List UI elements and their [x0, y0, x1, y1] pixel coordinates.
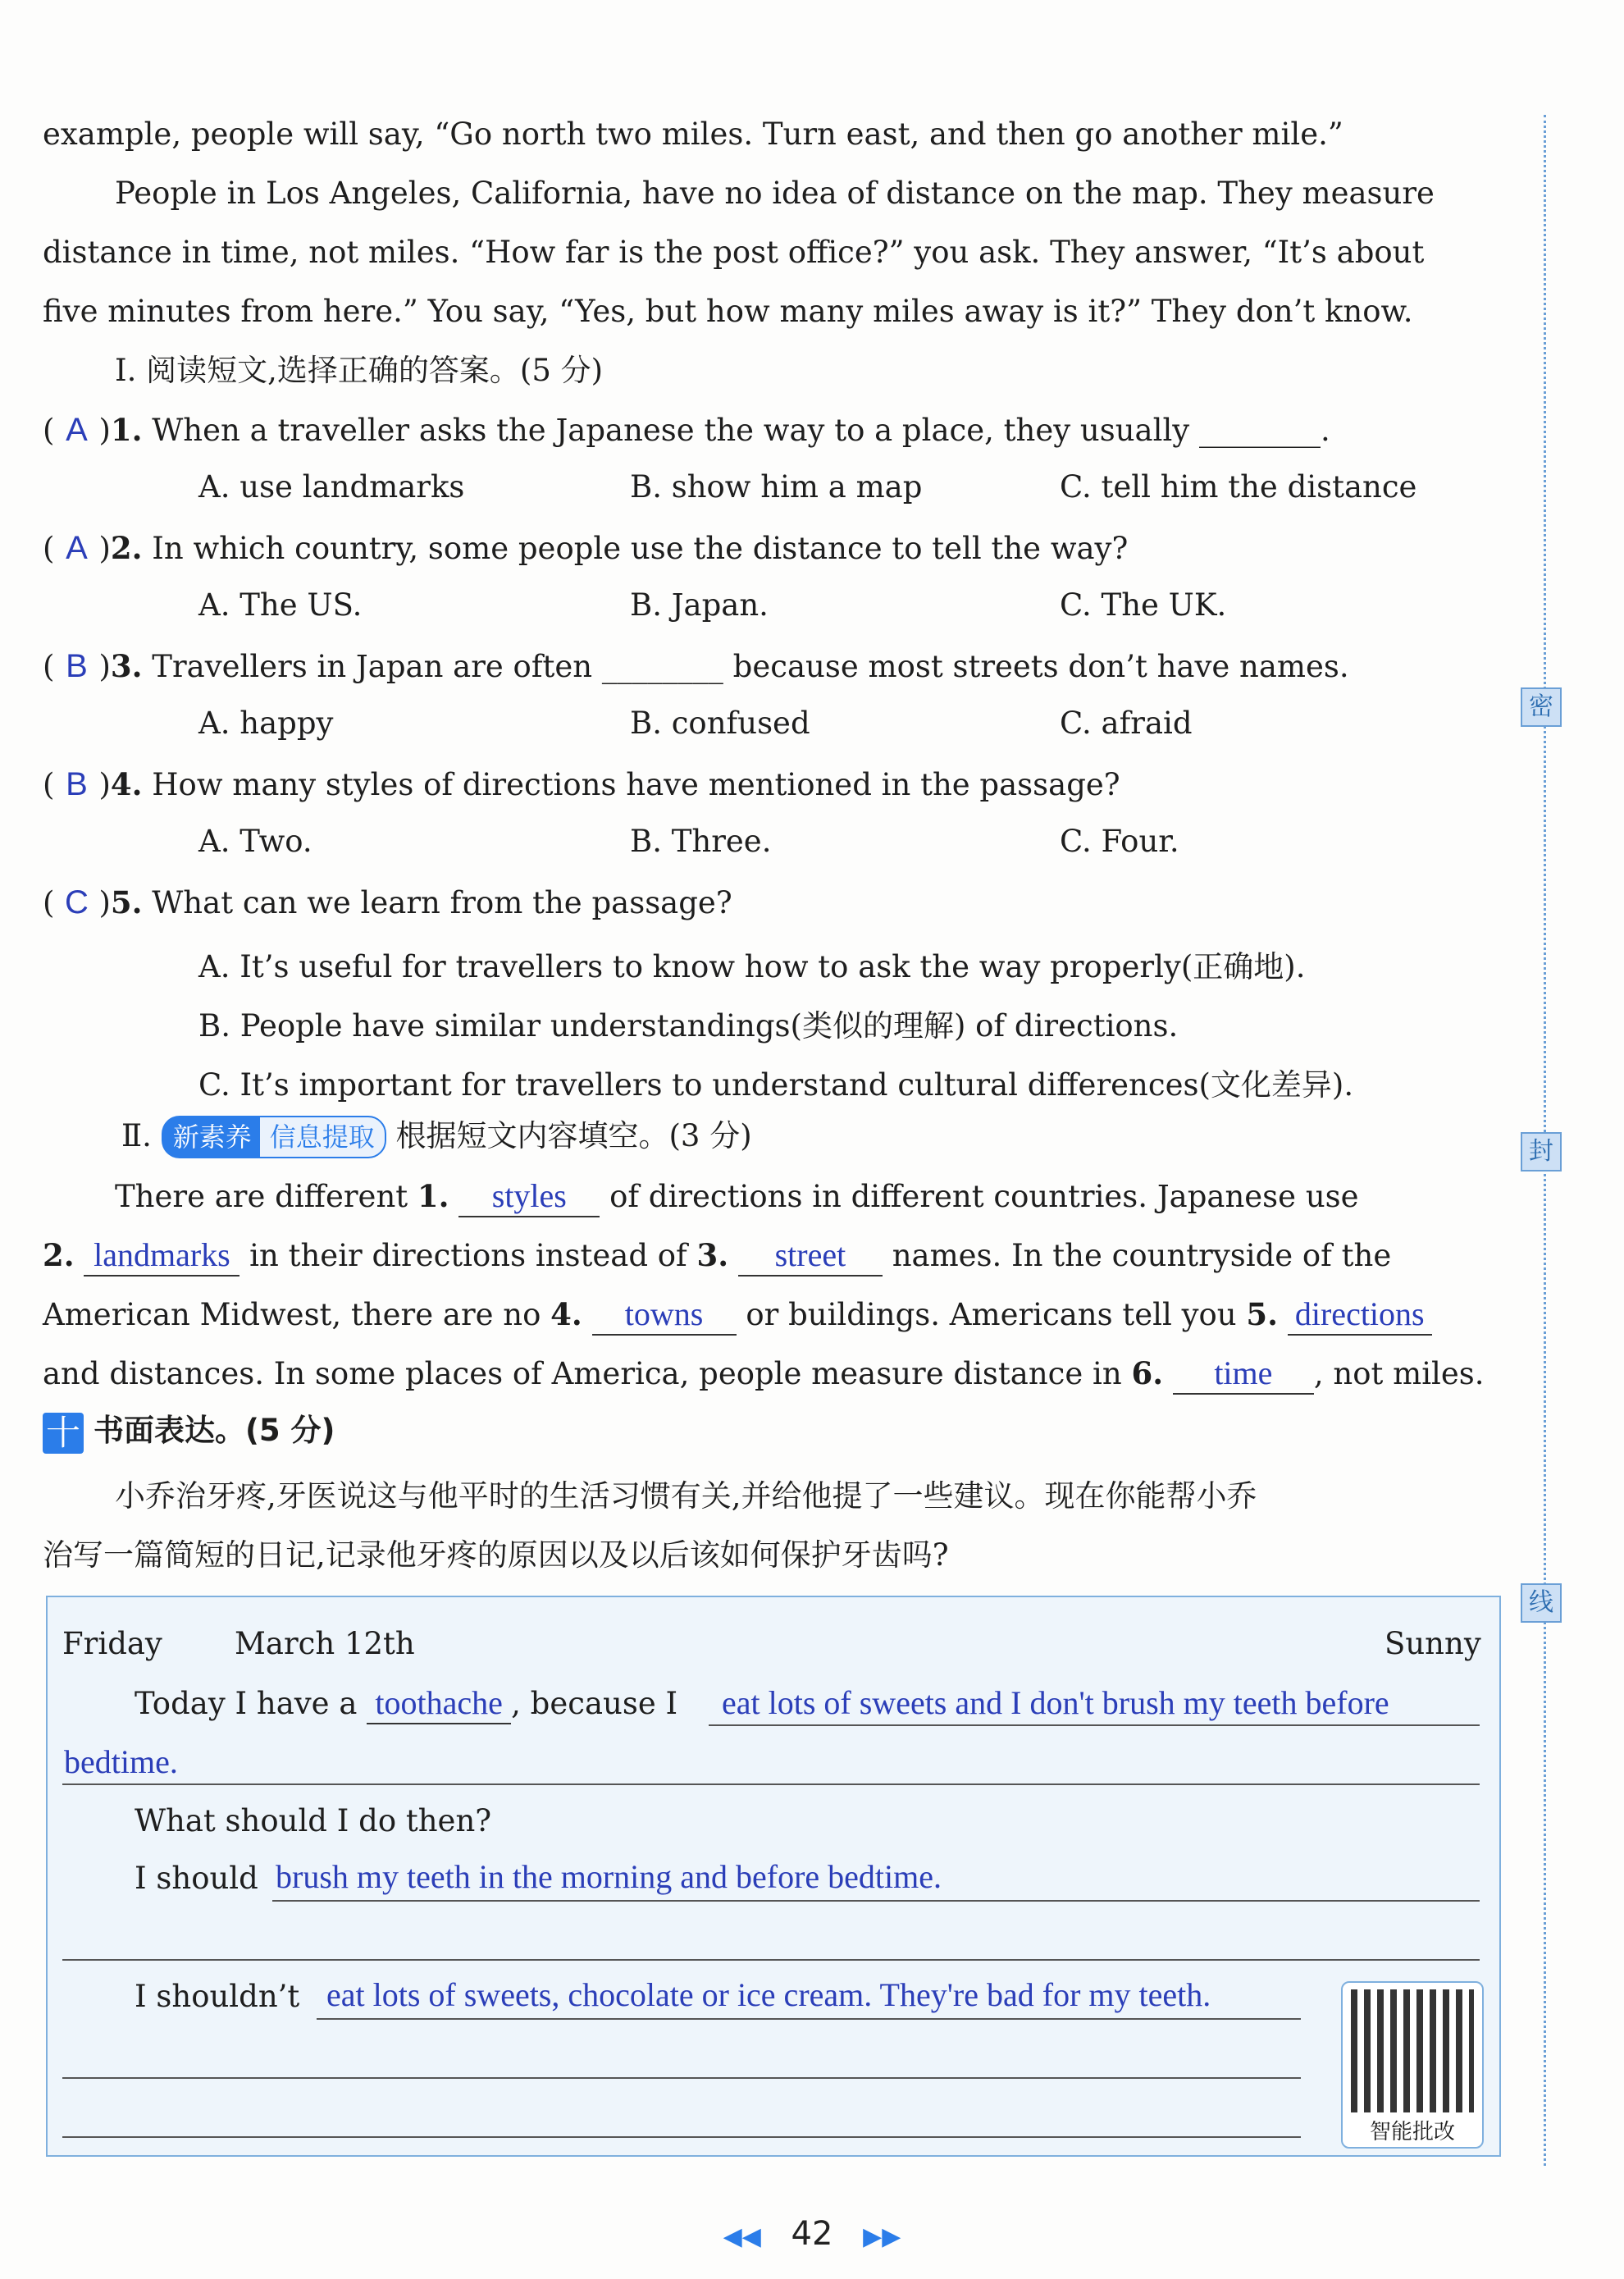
question-number: 1.: [110, 412, 143, 448]
fill-line: [43, 1295, 1432, 1336]
answer-rule: [317, 2018, 1301, 2020]
question-number: 5.: [110, 884, 143, 920]
option: B. confused: [630, 706, 810, 741]
answer-rule: [62, 1783, 1480, 1785]
prompt-line: 治写一篇简短的日记,记录他牙疼的原因以及以后该如何保护牙齿吗?: [43, 1537, 949, 1573]
question-text: Travellers in Japan are often ________ because most streets don’t have names.: [152, 649, 1349, 684]
text: of directions in different countries. Japanese use: [609, 1179, 1359, 1214]
text: names. In the countryside of the: [892, 1238, 1392, 1273]
answer-rule: [62, 2136, 1301, 2138]
diary-line: [135, 1683, 677, 1724]
next-page-icon[interactable]: ▶▶: [863, 2222, 901, 2251]
text: , not miles.: [1313, 1356, 1485, 1391]
text: There are different: [115, 1179, 408, 1214]
diary-weather: Sunny: [1385, 1626, 1481, 1661]
fill-line: [43, 1354, 1485, 1395]
answer-2: A: [66, 530, 88, 566]
badge-info-extraction: 信息提取: [258, 1116, 386, 1158]
blank-number: 4.: [550, 1296, 582, 1332]
blank-4: towns: [592, 1295, 737, 1336]
answer-1: A: [66, 412, 88, 448]
answer-shouldnt: eat lots of sweets, chocolate or ice cream. They're bad for my teeth.: [326, 1976, 1211, 2013]
badge-new-literacy: 新素养: [162, 1116, 263, 1158]
text: or buildings. Americans tell you: [746, 1297, 1237, 1332]
page-number: 42: [791, 2215, 833, 2253]
diary-should: I should: [135, 1861, 258, 1896]
answer-rule: [709, 1724, 1480, 1726]
text: in their directions instead of: [249, 1238, 687, 1273]
fill-line: [115, 1176, 1359, 1217]
qr-code[interactable]: [1341, 1981, 1484, 2149]
diary-date: March 12th: [235, 1626, 415, 1661]
answer-5: C: [64, 884, 89, 920]
question-2: ( A )2. In which country, some people use the distance to tell the way?: [43, 530, 1129, 566]
text: , because I: [511, 1686, 678, 1721]
side-tag-line: 线: [1521, 1583, 1562, 1623]
question-text: In which country, some people use the distance to tell the way?: [152, 531, 1129, 566]
option: C. tell him the distance: [1060, 469, 1417, 505]
option: B. show him a map: [630, 469, 923, 505]
answer-4: B: [66, 766, 88, 802]
option: A. use landmarks: [198, 469, 465, 505]
blank-number: 5.: [1246, 1296, 1278, 1332]
question-text: What can we learn from the passage?: [152, 885, 732, 920]
section3-title: [43, 1411, 335, 1454]
question-number: 3.: [110, 648, 143, 684]
option: C. The UK.: [1060, 587, 1227, 623]
fill-line: [43, 1235, 1391, 1277]
answer-should: brush my teeth in the morning and before bedtime.: [276, 1858, 942, 1895]
question-text: When a traveller asks the Japanese the way to a place, they usually ________.: [152, 413, 1330, 448]
passage-line: five minutes from here.” You say, “Yes, but how many miles away is it?” They don’t know.: [43, 294, 1413, 329]
answer-reason: eat lots of sweets and I don't brush my teeth before: [722, 1684, 1389, 1721]
diary-day: Friday: [62, 1626, 162, 1661]
side-tag-seal: 密: [1521, 687, 1562, 727]
answer-rule: [62, 2077, 1301, 2079]
blank-6: time: [1173, 1354, 1314, 1395]
section2-title: [121, 1116, 752, 1158]
section-title-text: 书面表达。(5 分): [94, 1413, 335, 1448]
question-number: 2.: [110, 530, 143, 566]
answer-reason-cont: bedtime.: [64, 1743, 178, 1780]
question-4: ( B )4. How many styles of directions have mentioned in the passage?: [43, 766, 1120, 802]
question-3: ( B )3. Travellers in Japan are often ________ because most streets don’t have names.: [43, 648, 1349, 684]
question-number: 4.: [110, 766, 143, 802]
blank-number: 3.: [696, 1237, 729, 1273]
question-text: How many styles of directions have mentioned in the passage?: [152, 767, 1120, 802]
section-number: Ⅱ.: [121, 1118, 152, 1153]
blank-2: landmarks: [84, 1235, 239, 1277]
answer-rule: [62, 1959, 1480, 1961]
option: B. Japan.: [630, 587, 769, 623]
option: C. It’s important for travellers to understand cultural differences(文化差异).: [198, 1067, 1354, 1103]
text: and distances. In some places of America, people measure distance in: [43, 1356, 1122, 1391]
passage-line: People in Los Angeles, California, have no idea of distance on the map. They measure: [115, 176, 1435, 211]
qr-code-icon: [1351, 1989, 1474, 2112]
blank-number: 2.: [43, 1237, 75, 1273]
diary-shouldnt: I shouldn’t: [135, 1979, 300, 2014]
section-plus-icon: 十: [43, 1413, 84, 1454]
option: C. afraid: [1060, 706, 1193, 741]
option: B. People have similar understandings(类似的理解) of directions.: [198, 1008, 1179, 1044]
prev-page-icon[interactable]: ◀◀: [723, 2222, 761, 2251]
qr-caption: 智能批改: [1369, 2120, 1455, 2144]
text: American Midwest, there are no: [43, 1297, 541, 1332]
question-5: ( C )5. What can we learn from the passage?: [43, 884, 732, 920]
option: A. It’s useful for travellers to know how to ask the way properly(正确地).: [198, 949, 1306, 984]
page-footer: [0, 2215, 1624, 2253]
diary-question: What should I do then?: [135, 1803, 492, 1838]
passage-line: distance in time, not miles. “How far is the post office?” you ask. They answer, “It’s about: [43, 235, 1425, 270]
section1-title: Ⅰ. 阅读短文,选择正确的答案。(5 分): [115, 353, 604, 388]
option: A. The US.: [198, 587, 363, 623]
option: A. happy: [198, 706, 334, 741]
answer-3: B: [66, 648, 88, 684]
answer-rule: [272, 1900, 1480, 1902]
option: B. Three.: [630, 824, 772, 859]
blank-number: 1.: [417, 1178, 449, 1214]
answer-toothache: toothache: [367, 1683, 511, 1724]
side-tag-seal: 封: [1521, 1132, 1562, 1171]
section-title-text: 根据短文内容填空。(3 分): [395, 1118, 752, 1153]
blank-number: 6.: [1131, 1355, 1164, 1391]
blank-3: street: [738, 1235, 883, 1277]
option: C. Four.: [1060, 824, 1179, 859]
text: Today I have a: [135, 1686, 358, 1721]
passage-line: example, people will say, “Go north two miles. Turn east, and then go another mile.”: [43, 116, 1343, 152]
blank-5: directions: [1288, 1295, 1432, 1336]
prompt-line: 小乔治牙疼,牙医说这与他平时的生活习惯有关,并给他提了一些建议。现在你能帮小乔: [115, 1478, 1257, 1514]
blank-1: styles: [458, 1176, 600, 1217]
option: A. Two.: [198, 824, 312, 859]
question-1: ( A )1. When a traveller asks the Japanese the way to a place, they usually ________.: [43, 412, 1330, 448]
